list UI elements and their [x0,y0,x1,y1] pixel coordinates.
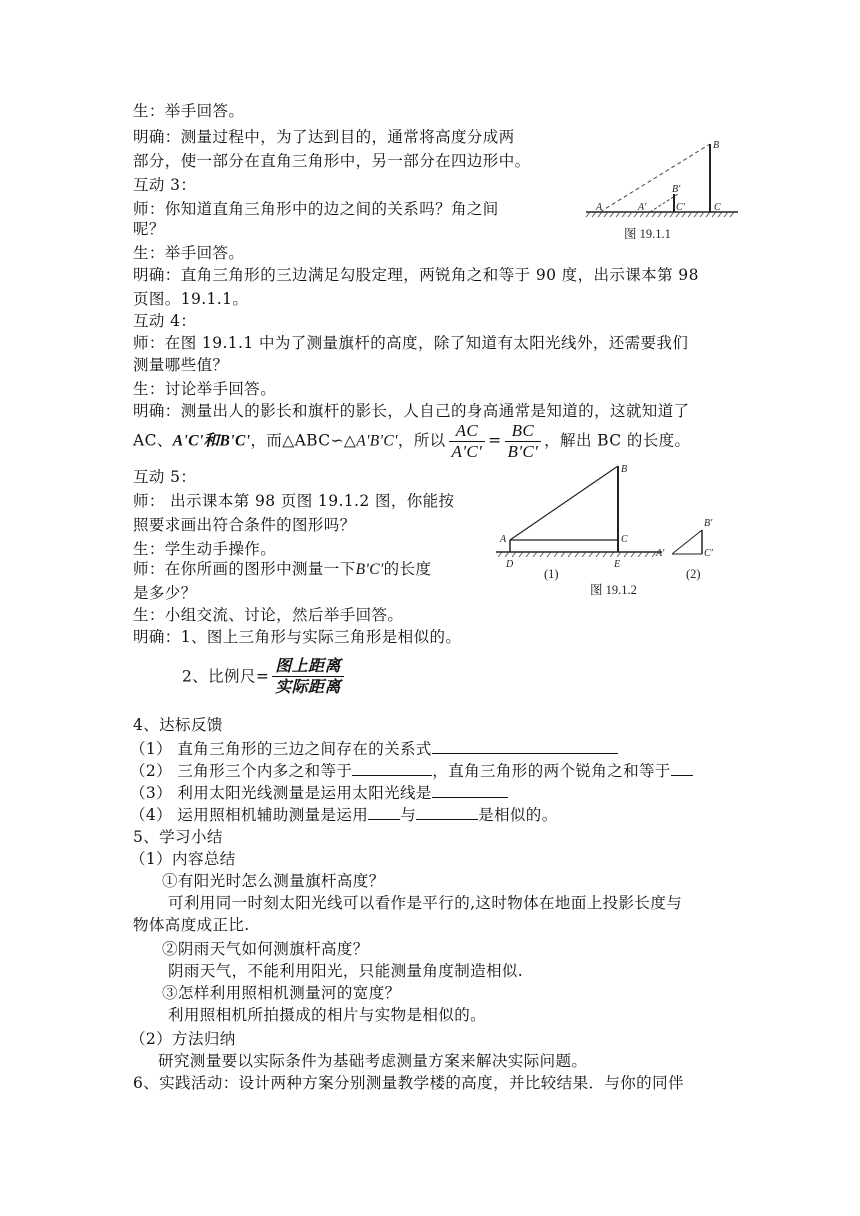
text-line: 生：学生动手操作。 [133,540,277,558]
formula-line: AC、A'C'和B'C'，而△ABC∽△A'B'C'，所以 $\frac{AC}{A'C'}$ = $\frac{BC}{B'C'}$ ，解出 BC 的长度。 [133,421,691,461]
answer-blank[interactable] [671,761,693,776]
text-line: 明确：直角三角形的三边满足勾股定理，两锐角之和等于 90 度，出示课本第 98 [133,266,699,284]
scale-formula: 2、比例尺= $\frac{\text{图上距离}}{\text{实际距离}}$ [182,656,347,697]
answer-blank[interactable] [432,783,508,798]
section-heading: 互动 4： [133,312,197,330]
section-heading: 互动 5： [133,468,197,486]
svg-text:B: B [713,140,720,151]
text-line: ②阴雨天气如何测旗杆高度？ [162,940,369,958]
fraction-scale: $\frac{\text{图上距离}}{\text{实际距离}}$ [272,656,344,697]
text-line: 师： 出示课本第 98 页图 19.1.2 图，你能按 [133,492,455,510]
question-4: （4） 运用照相机辅助测量是运用 与 是相似的。 [130,806,558,824]
figure-19-1-1 [582,132,742,248]
text-line: 是多少？ [133,584,197,602]
svg-text:B: B [621,464,628,475]
svg-text:B': B' [704,518,713,529]
text-line: 明确：测量过程中，为了达到目的，通常将高度分成两 [133,128,515,146]
fraction-bc: $\frac{BC}{B'C'}$ [505,421,542,462]
text-line: ①有阳光时怎么测量旗杆高度？ [162,872,385,890]
text-line: 生：举手回答。 [133,102,245,120]
svg-text:A: A [500,534,507,545]
answer-blank[interactable] [432,739,618,754]
text-line: 师：在你所画的图形中测量一下B'C'的长度 [133,560,432,578]
text-line: 照要求画出符合条件的图形吗？ [133,516,356,534]
svg-text:B': B' [672,184,681,195]
section-heading: 互动 3： [133,176,197,194]
text-line: 阴雨天气，不能利用阳光，只能测量角度制造相似. [168,962,524,980]
svg-text:D: D [506,559,514,570]
text-line: 页图。19.1.1。 [133,290,249,308]
fraction-ac: $\frac{AC}{A'C'}$ [449,421,486,462]
text-line: 明确：1、图上三角形与实际三角形是相似的。 [133,628,462,646]
svg-text:图 19.1.2: 图 19.1.2 [590,583,637,597]
text-line: 生：讨论举手回答。 [133,380,277,398]
svg-text:(1): (1) [544,567,559,581]
svg-text:A': A' [638,202,647,213]
svg-text:E: E [614,559,621,570]
answer-blank[interactable] [416,805,478,820]
svg-text:图 19.1.1: 图 19.1.1 [624,227,671,241]
question-1: （1） 直角三角形的三边之间存在的关系式 [130,739,618,759]
text-line: 师：你知道直角三角形中的边之间的关系吗？角之间 [133,200,499,218]
text-line: 物体高度成正比. [133,916,250,934]
text-line: ③怎样利用照相机测量河的宽度？ [162,984,401,1002]
answer-blank[interactable] [352,761,432,776]
section-heading: 4、达标反馈 [133,716,223,734]
sub-heading: （2）方法归纳 [130,1030,236,1048]
text-line: 利用照相机所拍摄成的相片与实物是相似的。 [168,1006,487,1024]
section-heading: 6、实践活动：设计两种方案分别测量教学楼的高度，并比较结果．与你的同伴 [133,1074,684,1092]
svg-text:(2): (2) [686,567,701,581]
text-line: 生：举手回答。 [133,244,245,262]
answer-blank[interactable] [368,805,400,820]
text-line: 测量哪些值？ [133,356,229,374]
svg-text:C: C [621,534,628,545]
section-heading: 5、学习小结 [133,828,223,846]
text-line: 师：在图 19.1.1 中为了测量旗杆的高度，除了知道有太阳光线外，还需要我们 [133,334,689,352]
svg-text:C': C' [704,548,713,559]
svg-text:C: C [714,202,721,213]
svg-text:A': A' [656,548,665,559]
text-line: 研究测量要以实际条件为基础考虑测量方案来解决实际问题。 [158,1052,588,1070]
text-line: 可利用同一时刻太阳光线可以看作是平行的,这时物体在地面上投影长度与 [168,894,683,912]
question-3: （3） 利用太阳光线测量是运用太阳光线是 [130,783,508,803]
text-line: 生：小组交流、讨论，然后举手回答。 [133,606,404,624]
sub-heading: （1）内容总结 [130,850,236,868]
svg-text:A: A [596,202,603,213]
text-line: 部分，使一部分在直角三角形中，另一部分在四边形中。 [133,152,531,170]
svg-text:C': C' [676,202,685,213]
question-2: （2） 三角形三个内多之和等于 ，直角三角形的两个锐角之和等于 [130,761,693,781]
figure-19-1-2 [492,462,728,602]
text-line: 呢？ [133,220,165,238]
text-line: 明确：测量出人的影长和旗杆的影长，人自己的身高通常是知道的，这就知道了 [133,402,690,420]
